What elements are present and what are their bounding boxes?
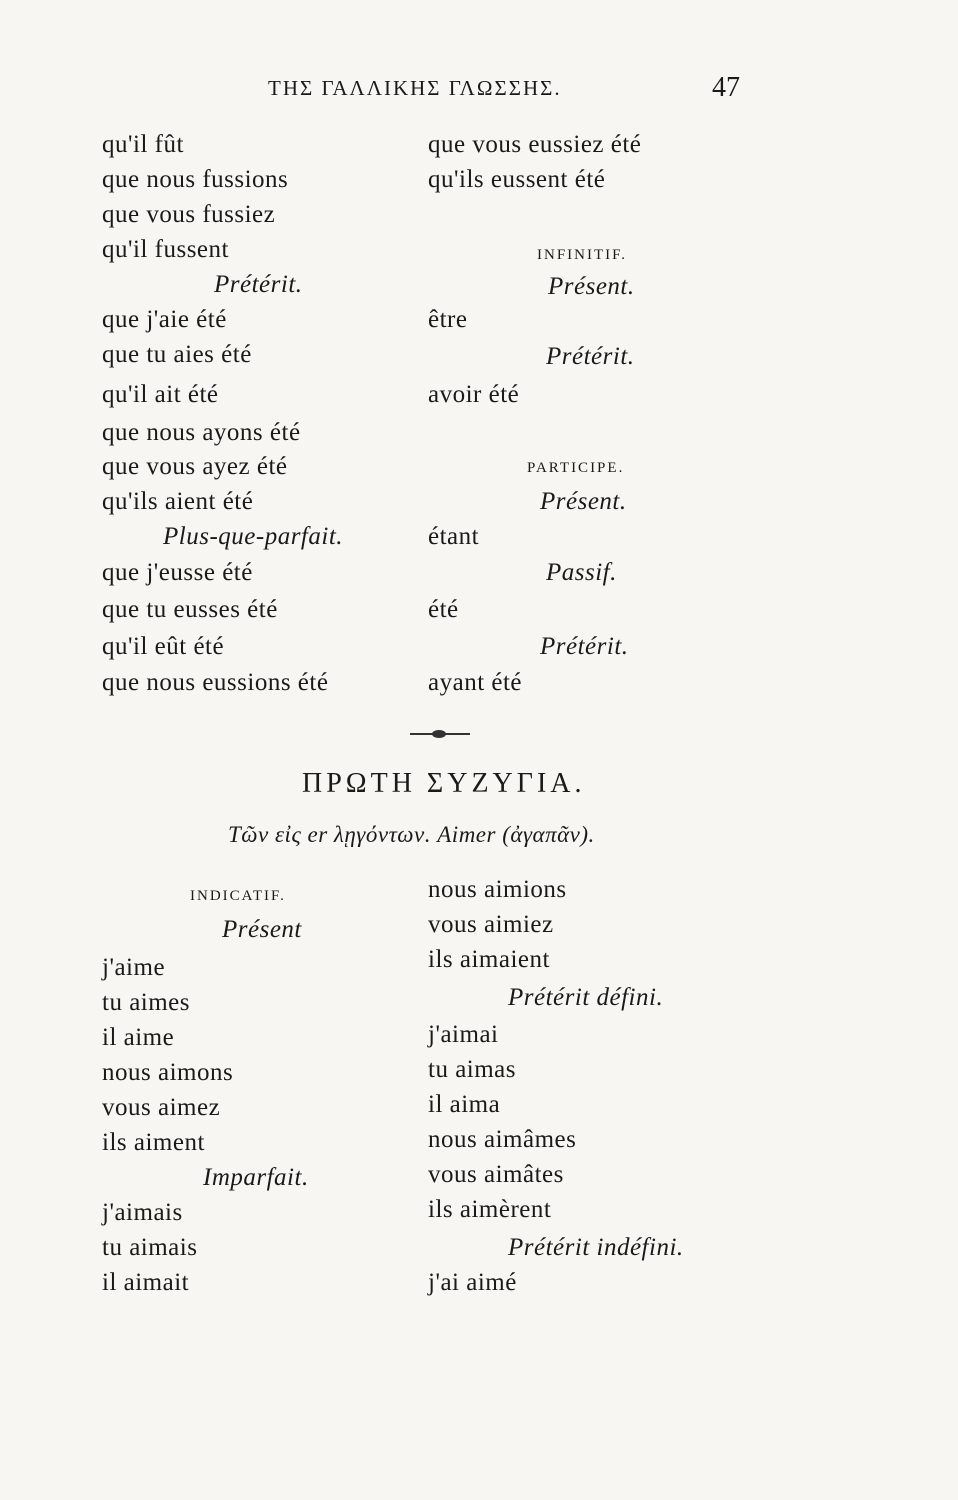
text-line: ils aiment xyxy=(102,1129,205,1156)
text-line: que nous eussions été xyxy=(102,669,329,696)
text-line: j'aime xyxy=(102,954,166,981)
text-line: j'aimai xyxy=(428,1021,499,1048)
text-line: que nous ayons été xyxy=(102,419,301,446)
mood-heading: INDICATIF. xyxy=(190,888,286,904)
text-line: que j'eusse été xyxy=(102,559,253,586)
tense-heading: Prétérit. xyxy=(214,271,303,298)
text-line: vous aimâtes xyxy=(428,1161,564,1188)
text-line: vous aimez xyxy=(102,1094,221,1121)
text-line: qu'ils eussent été xyxy=(428,166,606,193)
tense-heading: Présent. xyxy=(548,273,635,300)
tense-heading: Présent. xyxy=(540,488,627,515)
ornament-rule xyxy=(410,733,470,735)
text-line: ils aimèrent xyxy=(428,1196,552,1223)
text-line: vous aimiez xyxy=(428,911,554,938)
text-line: être xyxy=(428,306,468,333)
text-line: que tu aies été xyxy=(102,341,252,368)
text-line: que nous fussions xyxy=(102,166,289,193)
section-title: ΠΡΩΤΗ ΣΥΖΥΓΙΑ. xyxy=(302,768,586,799)
mood-heading: PARTICIPE. xyxy=(527,460,625,476)
text-line: qu'il fussent xyxy=(102,236,229,263)
text-line: que vous ayez été xyxy=(102,453,288,480)
text-line: qu'il ait été xyxy=(102,381,219,408)
text-line: que vous eussiez été xyxy=(428,131,642,158)
text-line: nous aimons xyxy=(102,1059,234,1086)
text-line: ils aimaient xyxy=(428,946,550,973)
mood-heading: INFINITIF. xyxy=(537,247,628,263)
tense-heading: Prétérit indéfini. xyxy=(508,1234,684,1261)
text-line: que tu eusses été xyxy=(102,596,278,623)
tense-heading: Prétérit défini. xyxy=(508,984,664,1011)
page-number: 47 xyxy=(712,72,740,103)
tense-heading: Plus-que-parfait. xyxy=(163,523,344,550)
text-line: qu'ils aient été xyxy=(102,488,254,515)
text-line: que vous fussiez xyxy=(102,201,276,228)
text-line: il aimait xyxy=(102,1269,190,1296)
text-line: qu'il fût xyxy=(102,131,184,158)
text-line: étant xyxy=(428,523,480,550)
tense-heading: Imparfait. xyxy=(203,1164,309,1191)
text-line: il aima xyxy=(428,1091,501,1118)
tense-heading: Présent xyxy=(222,916,302,943)
text-line: nous aimâmes xyxy=(428,1126,577,1153)
running-title: ΤΗΣ ΓΑΛΛΙΚΗΣ ΓΛΩΣΣΗΣ. xyxy=(268,76,562,100)
section-subtitle: Τῶν εἰς er λῃγόντων. Aimer (ἀγαπᾶν). xyxy=(228,822,595,847)
text-line: j'ai aimé xyxy=(428,1269,517,1296)
text-line: tu aimas xyxy=(428,1056,517,1083)
tense-heading: Prétérit. xyxy=(546,343,635,370)
tense-heading: Passif. xyxy=(546,559,617,586)
text-line: qu'il eût été xyxy=(102,633,225,660)
text-line: que j'aie été xyxy=(102,306,227,333)
text-line: tu aimes xyxy=(102,989,191,1016)
text-line: avoir été xyxy=(428,381,520,408)
text-line: j'aimais xyxy=(102,1199,183,1226)
text-line: il aime xyxy=(102,1024,175,1051)
text-line: été xyxy=(428,596,459,623)
text-line: tu aimais xyxy=(102,1234,198,1261)
text-line: nous aimions xyxy=(428,876,567,903)
tense-heading: Prétérit. xyxy=(540,633,629,660)
text-line: ayant été xyxy=(428,669,523,696)
